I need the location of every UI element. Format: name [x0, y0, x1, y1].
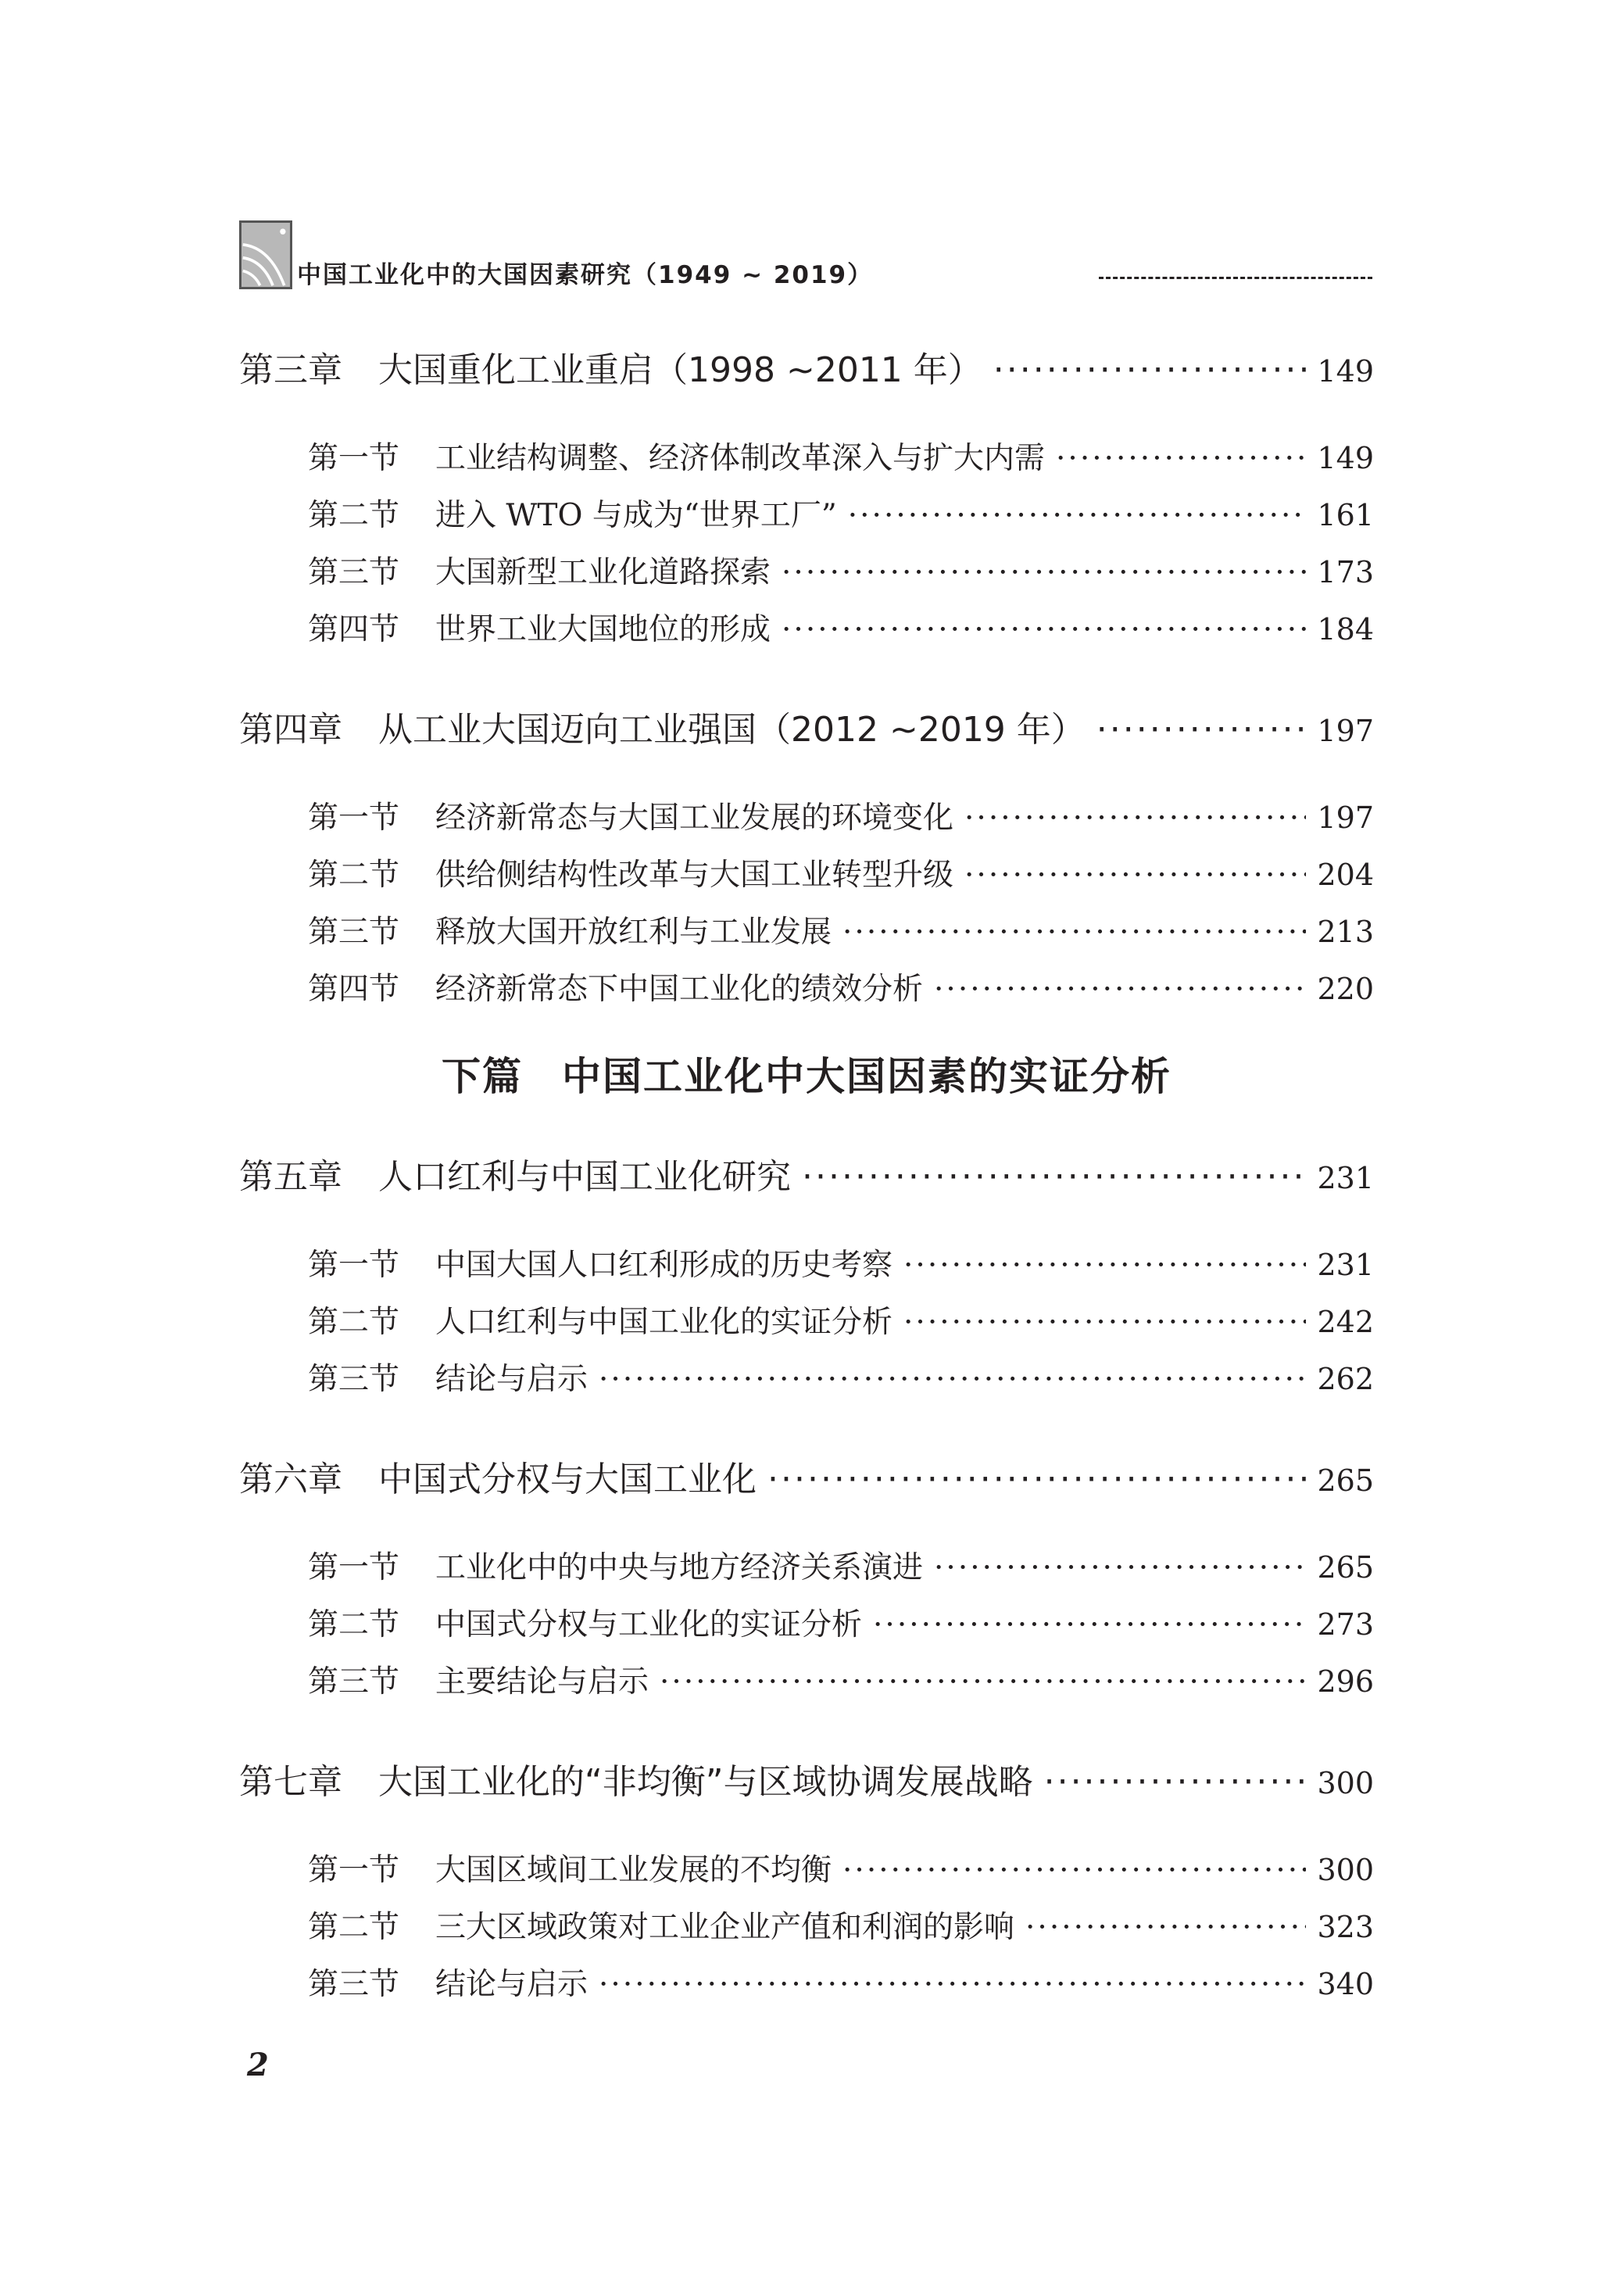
chapter-title: 大国工业化的“非均衡”与区域协调发展战略 [378, 1762, 1033, 1802]
toc-section-entry[interactable] [239, 544, 1374, 601]
section-title: 大国区域间工业发展的不均衡 [435, 1853, 832, 1888]
chapter-label [239, 1740, 1033, 1825]
dot-leader [802, 1135, 1306, 1220]
dot-leader [964, 847, 1306, 904]
dot-leader [934, 961, 1306, 1018]
section-page-number: 161 [1317, 498, 1374, 532]
dot-leader [873, 1596, 1306, 1653]
section-page-number: 231 [1317, 1248, 1374, 1282]
chapter-number: 第三章 [239, 350, 342, 390]
section-label [308, 904, 832, 961]
toc-section-entry[interactable] [239, 1653, 1374, 1710]
chapter-label [239, 688, 1086, 772]
section-number: 第二节 [308, 858, 400, 893]
section-label [308, 961, 923, 1018]
dot-leader [1044, 1740, 1307, 1825]
toc-chapter-entry[interactable] [239, 1438, 1374, 1522]
dot-leader [660, 1653, 1306, 1710]
toc-section-entry[interactable] [239, 790, 1374, 847]
dot-leader [1056, 430, 1306, 487]
section-title: 工业结构调整、经济体制改革深入与扩大内需 [435, 441, 1046, 476]
section-title: 大国新型工业化道路探索 [435, 555, 771, 590]
section-number: 第二节 [308, 1607, 400, 1642]
toc-section-entry[interactable] [239, 601, 1374, 658]
section-number: 第一节 [308, 801, 400, 836]
dot-leader [842, 1842, 1306, 1899]
section-label [308, 1539, 923, 1596]
toc-section-entry[interactable] [239, 904, 1374, 961]
section-number: 第二节 [308, 1910, 400, 1945]
toc-chapter-entry[interactable] [239, 328, 1374, 413]
toc-section-entry[interactable] [239, 847, 1374, 904]
chapter-title: 人口红利与中国工业化研究 [378, 1157, 791, 1197]
section-number: 第四节 [308, 612, 400, 647]
section-title: 中国式分权与工业化的实证分析 [435, 1607, 863, 1642]
section-label [308, 1842, 832, 1899]
section-page-number: 296 [1317, 1664, 1374, 1699]
section-label [308, 790, 953, 847]
section-title: 释放大国开放红利与工业发展 [435, 915, 832, 950]
section-page-number: 340 [1317, 1967, 1374, 2001]
section-title: 经济新常态下中国工业化的绩效分析 [435, 972, 924, 1007]
section-number: 第一节 [308, 1248, 400, 1283]
chapter-title: 从工业大国迈向工业强国（2012 ~2019 年） [378, 710, 1086, 750]
section-label [308, 1596, 862, 1653]
section-label [308, 1237, 892, 1294]
section-label [308, 1653, 649, 1710]
chapter-label [239, 1438, 757, 1522]
toc-section-entry[interactable] [239, 1596, 1374, 1653]
running-header [239, 220, 1372, 292]
toc-section-entry[interactable] [239, 1351, 1374, 1408]
header-dashed-rule [1099, 277, 1372, 279]
toc-section-entry[interactable] [239, 487, 1374, 544]
chapter-number: 第四章 [239, 710, 342, 750]
section-page-number: 197 [1317, 801, 1374, 835]
chapter-label [239, 1135, 791, 1220]
section-number: 第三节 [308, 1664, 400, 1700]
page-number: 2 [247, 2047, 269, 2083]
section-page-number: 149 [1317, 441, 1374, 475]
chapter-page-number: 265 [1317, 1463, 1374, 1498]
section-label [308, 544, 771, 601]
chapter-page-number: 197 [1317, 714, 1374, 748]
chapter-page-number: 300 [1317, 1766, 1374, 1800]
toc-section-entry[interactable] [239, 1294, 1374, 1351]
toc-section-entry[interactable] [239, 1539, 1374, 1596]
section-number: 第二节 [308, 498, 400, 533]
toc-section-entry[interactable] [239, 1956, 1374, 2013]
dot-leader [782, 544, 1306, 601]
section-page-number: 213 [1317, 915, 1374, 949]
section-number: 第一节 [308, 441, 400, 476]
toc-chapter-entry[interactable] [239, 1740, 1374, 1825]
dot-leader [599, 1351, 1306, 1408]
chapter-page-number: 149 [1317, 354, 1374, 389]
section-page-number: 184 [1317, 612, 1374, 647]
section-title: 工业化中的中央与地方经济关系演进 [435, 1550, 924, 1585]
chapter-label [239, 328, 982, 413]
dot-leader [903, 1294, 1306, 1351]
section-title: 主要结论与启示 [435, 1664, 649, 1700]
dot-leader [1096, 688, 1307, 772]
section-number: 第三节 [308, 555, 400, 590]
section-page-number: 273 [1317, 1607, 1374, 1642]
chapter-title: 中国式分权与大国工业化 [378, 1460, 757, 1499]
book-logo-icon [239, 220, 292, 289]
dot-leader [782, 601, 1306, 658]
chapter-number: 第六章 [239, 1460, 342, 1499]
section-title: 进入 WTO 与成为“世界工厂” [435, 498, 837, 533]
toc-section-entry[interactable] [239, 430, 1374, 487]
toc-chapter-entry[interactable] [239, 688, 1374, 772]
toc-section-entry[interactable] [239, 961, 1374, 1018]
section-number: 第一节 [308, 1853, 400, 1888]
section-page-number: 204 [1317, 858, 1374, 892]
chapter-page-number: 231 [1317, 1161, 1374, 1195]
table-of-contents [239, 328, 1374, 2013]
section-label [308, 430, 1045, 487]
section-page-number: 262 [1317, 1362, 1374, 1396]
dot-leader [934, 1539, 1306, 1596]
chapter-title: 大国重化工业重启（1998 ~2011 年） [378, 350, 982, 390]
section-label [308, 1899, 1014, 1956]
dot-leader [993, 328, 1307, 413]
section-title: 世界工业大国地位的形成 [435, 612, 771, 647]
section-label [308, 1351, 588, 1408]
section-number: 第四节 [308, 972, 400, 1007]
section-label [308, 1956, 588, 2013]
section-number: 第一节 [308, 1550, 400, 1585]
section-title: 结论与启示 [435, 1967, 588, 2002]
section-number: 第二节 [308, 1305, 400, 1340]
section-title: 经济新常态与大国工业发展的环境变化 [435, 801, 954, 836]
section-number: 第三节 [308, 915, 400, 950]
dot-leader [599, 1956, 1306, 2013]
section-page-number: 265 [1317, 1550, 1374, 1585]
section-page-number: 242 [1317, 1305, 1374, 1339]
toc-section-entry[interactable] [239, 1899, 1374, 1956]
section-label [308, 847, 953, 904]
running-header-title: 中国工业化中的大国因素研究（1949 ~ 2019） [297, 261, 874, 289]
section-page-number: 220 [1317, 972, 1374, 1006]
dot-leader [964, 790, 1306, 847]
section-number: 第三节 [308, 1362, 400, 1397]
dot-leader [848, 487, 1307, 544]
dot-leader [903, 1237, 1306, 1294]
chapter-number: 第五章 [239, 1157, 342, 1197]
part-title: 中国工业化中大国因素的实证分析 [562, 1054, 1171, 1099]
chapter-number: 第七章 [239, 1762, 342, 1802]
section-label [308, 1294, 892, 1351]
section-title: 三大区域政策对工业企业产值和利润的影响 [435, 1910, 1015, 1945]
toc-chapter-entry[interactable] [239, 1135, 1374, 1220]
section-label [308, 601, 771, 658]
dot-leader [842, 904, 1306, 961]
section-page-number: 300 [1317, 1853, 1374, 1887]
section-title: 结论与启示 [435, 1362, 588, 1397]
section-page-number: 323 [1317, 1910, 1374, 1944]
section-number: 第三节 [308, 1967, 400, 2002]
section-title: 人口红利与中国工业化的实证分析 [435, 1305, 893, 1340]
section-title: 中国大国人口红利形成的历史考察 [435, 1248, 893, 1283]
section-page-number: 173 [1317, 555, 1374, 589]
section-title: 供给侧结构性改革与大国工业转型升级 [435, 858, 954, 893]
dot-leader [1025, 1899, 1306, 1956]
toc-section-entry[interactable] [239, 1237, 1374, 1294]
toc-section-entry[interactable] [239, 1842, 1374, 1899]
dot-leader [767, 1438, 1306, 1522]
section-label [308, 487, 837, 544]
part-number: 下篇 [442, 1054, 523, 1099]
part-heading [239, 1018, 1374, 1135]
